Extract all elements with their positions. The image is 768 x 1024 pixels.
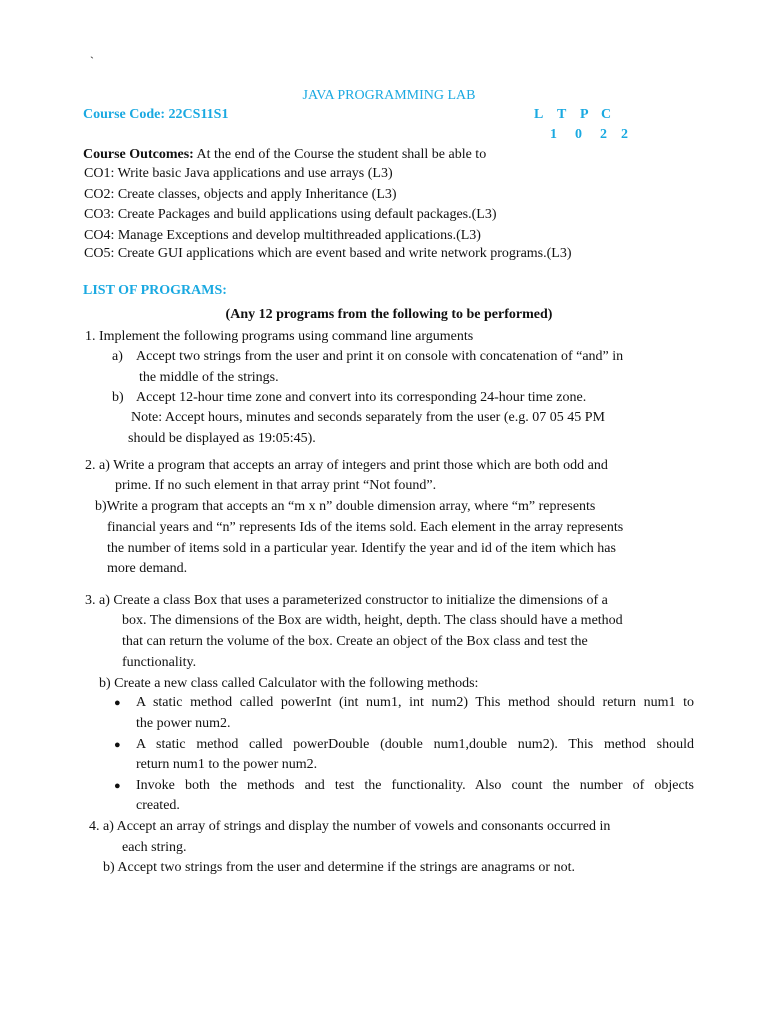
program-1a-line1: Accept two strings from the user and print it on console with concatenation of “and” in (136, 349, 624, 364)
program-1b-label: b) (112, 390, 124, 405)
program-4b-line1: b) Accept two strings from the user and determine if the strings are anagrams or not. (103, 860, 575, 875)
list-of-programs-heading: LIST OF PROGRAMS: (83, 283, 227, 298)
outcome-co5: CO5: Create GUI applications which are event based and write network programs.(L3) (84, 246, 572, 261)
program-4a-line1: 4. a) Accept an array of strings and display the number of vowels and consonants occurred in (89, 819, 611, 834)
ltpc-value-p: 2 (600, 127, 607, 142)
program-3a-line3: that can return the volume of the box. Create an object of the Box class and test the (122, 634, 588, 649)
bullet-dot-icon: ● (114, 697, 121, 709)
outcome-co4: CO4: Manage Exceptions and develop multithreaded applications.(L3) (84, 228, 481, 243)
ltpc-value-l: 1 (550, 127, 557, 142)
program-3a-line2: box. The dimensions of the Box are width, height, depth. The class should have a method (122, 613, 623, 628)
outcome-co2: CO2: Create classes, objects and apply Inheritance (L3) (84, 187, 397, 202)
program-1-intro: 1. Implement the following programs using command line arguments (85, 329, 474, 344)
program-2b-line1: b)Write a program that accepts an “m x n” double dimension array, where “m” represents (95, 499, 596, 514)
program-3b-bullet3-line2: created. (136, 798, 180, 813)
program-2b-line2: financial years and “n” represents Ids of the items sold. Each element in the array represents (107, 520, 624, 535)
ltpc-label-t: T (557, 107, 567, 122)
ltpc-value-t: 0 (575, 127, 582, 142)
course-outcomes-intro (83, 146, 486, 164)
program-3a-line1: 3. a) Create a class Box that uses a parameterized constructor to initialize the dimensions of a (85, 593, 608, 608)
bullet-dot-icon: ● (114, 739, 121, 751)
ltpc-label-p: P (580, 107, 589, 122)
program-1a-line2: the middle of the strings. (139, 370, 279, 385)
course-code: Course Code: 22CS11S1 (83, 107, 229, 122)
outcome-co1: CO1: Write basic Java applications and use arrays (L3) (84, 166, 393, 181)
program-3b-bullet1-line2: the power num2. (136, 716, 231, 731)
program-1a-label: a) (112, 349, 123, 364)
ltpc-value-c: 2 (621, 127, 628, 142)
program-3b-bullet3-line1: Invoke both the methods and test the functionality. Also count the number of objects (136, 778, 694, 793)
ltpc-label-l: L (534, 107, 544, 122)
ltpc-label-c: C (601, 107, 612, 122)
bullet-dot-icon: ● (114, 780, 121, 792)
program-1b-line1: Accept 12-hour time zone and convert into its corresponding 24-hour time zone. (136, 390, 587, 405)
programs-subheading: (Any 12 programs from the following to be performed) (225, 307, 553, 322)
program-2b-line3: the number of items sold in a particular year. Identify the year and id of the item which has (107, 541, 616, 556)
program-4a-line2: each string. (122, 840, 187, 855)
program-1b-note-line2: should be displayed as 19:05:45). (128, 431, 316, 446)
course-outcomes-heading: Course Outcomes: (83, 147, 194, 162)
outcome-co3: CO3: Create Packages and build applications using default packages.(L3) (84, 207, 497, 222)
program-2a-line1: 2. a) Write a program that accepts an array of integers and print those which are both odd and (85, 458, 608, 473)
program-3b-bullet2-line1: A static method called powerDouble (double num1,double num2). This method should (136, 737, 694, 752)
program-1b-note-line1: Note: Accept hours, minutes and seconds separately from the user (e.g. 07 05 45 PM (131, 410, 605, 425)
program-2a-line2: prime. If no such element in that array print “Not found”. (115, 478, 437, 493)
program-3a-line4: functionality. (122, 655, 197, 670)
program-3b-intro: b) Create a new class called Calculator with the following methods: (99, 676, 479, 691)
page-title: JAVA PROGRAMMING LAB (302, 88, 476, 103)
program-3b-bullet1-line1: A static method called powerInt (int num1, int num2) This method should return num1 to (136, 695, 694, 710)
program-2b-line4: more demand. (107, 561, 188, 576)
course-outcomes-intro-text: At the end of the Course the student shall be able to (193, 147, 487, 162)
stray-tick-mark: ` (90, 54, 94, 68)
program-3b-bullet2-line2: return num1 to the power num2. (136, 757, 318, 772)
